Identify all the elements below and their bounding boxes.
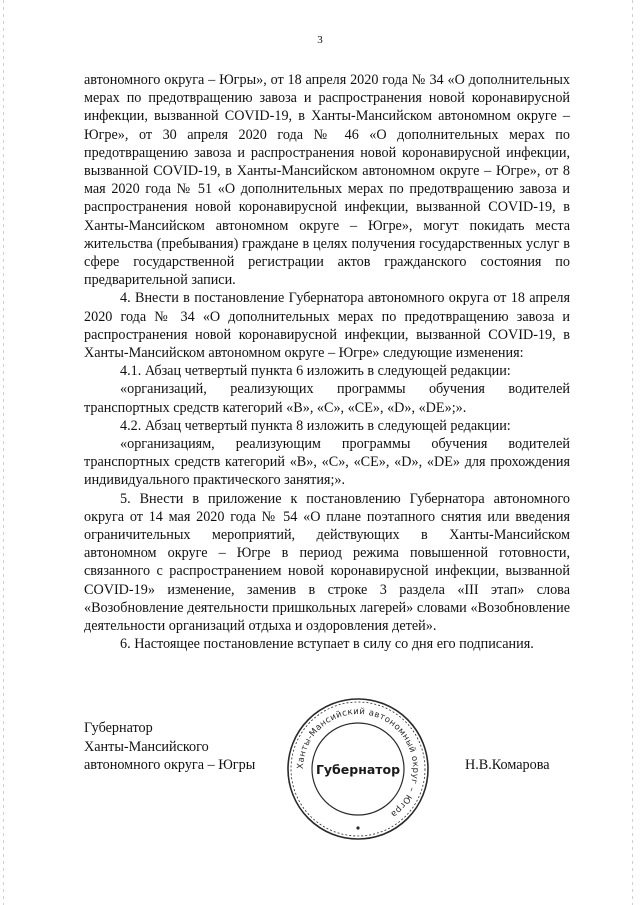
signatory-name: Н.В.Комарова [465,757,550,773]
seal-dot [356,826,359,829]
signatory-title-line: Ханты-Мансийского [84,738,209,755]
paragraph-item-6: 6. Настоящее постановление вступает в силу со дня его подписания. [120,636,534,653]
signatory-title [84,719,255,775]
right-edge-mark [632,0,633,905]
paragraph-item-4-2: 4.2. Абзац четвертый пункта 8 изложить в следующей редакции: [120,417,511,434]
paragraph-item-4-2-quote: «организациям, реализующим программы обучения водителей транспортных средств категорий «B», «C», «CE», «D», «DE» для прохождения индивидуального практического занятия;». [84,436,570,489]
official-seal [283,694,433,844]
left-edge-mark [3,0,4,905]
seal-center-text: Губернатор [315,762,401,777]
seal-ring-text: Ханты-Мансийский автономный округ – Югра [295,706,421,820]
paragraph-continuation: автономного округа – Югры», от 18 апреля 2020 года № 34 «О дополнительных мерах по предотвращению завоза и распространения новой коронавирусной инфекции, вызванной COVID-19, в Ханты-Мансийском автономном округе – Югре», от 30 апреля 2020 года № 46 «О дополнительных мерах по предотвращению завоза и распространения новой коронавирусной инфекции, вызванной COVID-19, в Ханты-Мансийском автономном округе – Югре», от 8 мая 2020 года № 51 «О дополнительных мерах по предотвращению завоза и распространения новой коронавирусной инфекции, вызванной COVID-19, в Ханты-Мансийском автономном округе – Югре», могут покидать места жительства (пребывания) граждане в целях получения государственных услуг в сфере государственной регистрации актов гражданского состояния по предварительной записи. [84,72,570,289]
document-body [84,71,570,654]
signatory-title-line: Губернатор [84,720,153,736]
page-number: 3 [317,34,323,46]
paragraph-item-4-1-quote: «организаций, реализующих программы обучения водителей транспортных средств категорий «B», «C», «CE», «D», «DE»;». [84,381,570,416]
paragraph-item-4: 4. Внести в постановление Губернатора автономного округа от 18 апреля 2020 года № 34 «О дополнительных мерах по предотвращению завоза и распространения новой коронавирусной инфекции, вызванной COVID-19, в Ханты-Мансийском автономном округе – Югре» следующие изменения: [84,290,570,362]
paragraph-item-4-1: 4.1. Абзац четвертый пункта 6 изложить в следующей редакции: [120,363,511,380]
signatory-title-line: автономного округа – Югры [84,757,256,773]
paragraph-item-5: 5. Внести в приложение к постановлению Губернатора автономного округа от 14 мая 2020 года № 54 «О плане поэтапного снятия или введения ограничительных мероприятий, действующих в Ханты-Мансийском автономном округе – Югре в период режима повышенной готовности, связанного с распространением новой коронавирусной инфекции, вызванной COVID-19» изменение, заменив в строке 3 раздела «III этап» слова «Возобновление деятельности пришкольных лагерей» словами «Возобновление деятельности организаций отдыха и оздоровления детей». [84,490,570,635]
